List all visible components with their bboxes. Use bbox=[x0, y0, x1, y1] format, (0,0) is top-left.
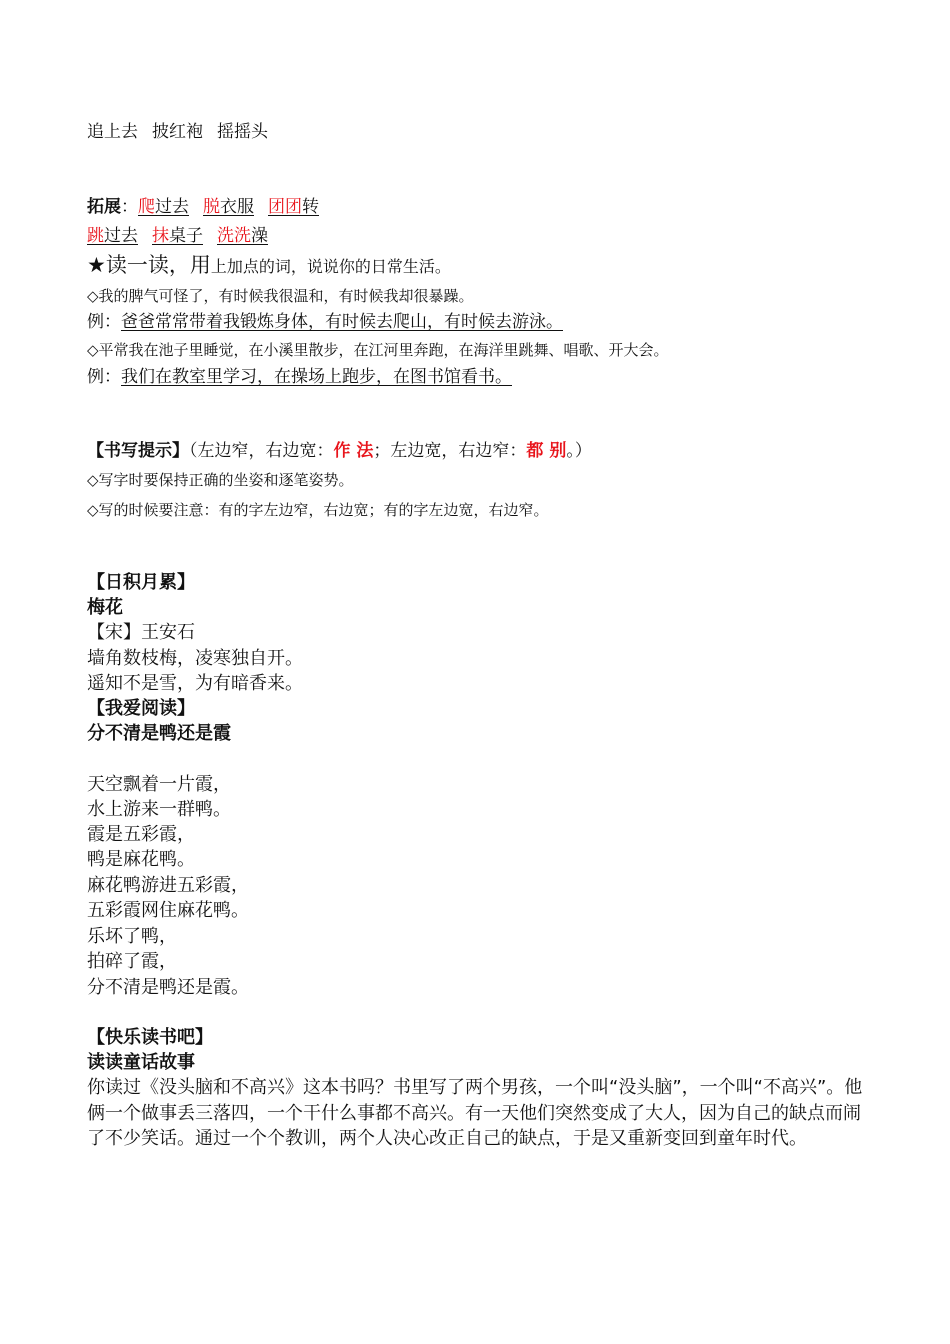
word-rest: 澡 bbox=[251, 226, 268, 246]
reading-poem-title: 分不清是鸭还是霞 bbox=[87, 723, 231, 744]
poem-line: 遥知不是雪，为有暗香来。 bbox=[87, 673, 303, 694]
reading-line: 霞是五彩霞， bbox=[87, 824, 195, 845]
word-highlight: 脱 bbox=[203, 197, 220, 217]
happy-title: 【快乐读书吧】 bbox=[87, 1027, 213, 1048]
word-rest: 过去 bbox=[104, 226, 138, 246]
writing-hint: 。） bbox=[566, 441, 592, 461]
star-icon: ★ bbox=[87, 253, 106, 277]
reading-line: 鸭是麻花鸭。 bbox=[87, 849, 195, 870]
example-2 bbox=[87, 369, 528, 386]
writing-tip-1: ◇写字时要保持正确的坐姿和逐笔姿势。 bbox=[87, 471, 354, 489]
read-item-1: ◇我的脾气可怪了，有时候我很温和，有时候我却很暴躁。 bbox=[87, 287, 474, 305]
word: 摇摇头 bbox=[217, 122, 268, 142]
happy-subtitle: 读读童话故事 bbox=[87, 1052, 195, 1073]
writing-title: 【书写提示】 bbox=[87, 441, 189, 461]
reading-line: 乐坏了鸭， bbox=[87, 926, 177, 947]
top-word-row bbox=[87, 124, 268, 141]
word-highlight: 跳 bbox=[87, 226, 104, 246]
writing-tip-2: ◇写的时候要注意：有的字左边窄，右边宽；有的字左边宽，右边窄。 bbox=[87, 501, 549, 519]
expand-colon: ： bbox=[121, 197, 138, 217]
word-highlight: 团团 bbox=[268, 197, 302, 217]
read-heading bbox=[87, 255, 451, 276]
reading-line: 分不清是鸭还是霞。 bbox=[87, 977, 249, 998]
writing-heading bbox=[87, 443, 592, 460]
reading-title: 【我爱阅读】 bbox=[87, 698, 195, 719]
daily-title: 【日积月累】 bbox=[87, 572, 195, 593]
expand-row-2 bbox=[87, 228, 268, 245]
word-highlight: 爬 bbox=[138, 197, 155, 217]
poem-line: 墙角数枝梅，凌寒独自开。 bbox=[87, 648, 303, 669]
writing-hint: ；左边宽，右边窄： bbox=[373, 441, 527, 461]
word-rest: 衣服 bbox=[220, 197, 254, 217]
expand-row-1 bbox=[87, 199, 319, 216]
word-rest: 桌子 bbox=[169, 226, 203, 246]
word-highlight: 抹 bbox=[152, 226, 169, 246]
word: 披红袍 bbox=[152, 122, 203, 142]
reading-line: 水上游来一群鸭。 bbox=[87, 799, 231, 820]
reading-line: 五彩霞网住麻花鸭。 bbox=[87, 900, 249, 921]
expand-label: 拓展 bbox=[87, 197, 121, 217]
example-1 bbox=[87, 314, 579, 331]
example-sentence: 我们在教室里学习，在操场上跑步，在图书馆看书。 bbox=[121, 367, 512, 387]
example-chars: 都 别 bbox=[526, 441, 567, 461]
word-rest: 过去 bbox=[155, 197, 189, 217]
read-instruction: 上加点的词，说说你的日常生活。 bbox=[210, 257, 451, 276]
word-rest: 转 bbox=[302, 197, 319, 217]
example-label: 例： bbox=[87, 367, 121, 387]
happy-paragraph: 你读过《没头脑和不高兴》这本书吗？书里写了两个男孩，一个叫“没头脑”，一个叫“不高兴”。他俩一个做事丢三落四，一个干什么事都不高兴。有一天他们突然变成了大人，因为自己的缺点而闹了不少笑话。通过一个个教训，两个人决心改正自己的缺点，于是又重新变回到童年时代。 bbox=[87, 1077, 863, 1149]
writing-hint: （左边窄，右边宽： bbox=[189, 441, 334, 461]
word-highlight: 洗洗 bbox=[217, 226, 251, 246]
poem-title: 梅花 bbox=[87, 597, 123, 618]
example-sentence: 爸爸常常带着我锻炼身体，有时候去爬山，有时候去游泳。 bbox=[121, 312, 563, 332]
example-chars: 作 法 bbox=[333, 441, 374, 461]
reading-line: 麻花鸭游进五彩霞， bbox=[87, 875, 249, 896]
reading-line: 天空飘着一片霞， bbox=[87, 774, 231, 795]
reading-line: 拍碎了霞， bbox=[87, 951, 177, 972]
example-label: 例： bbox=[87, 312, 121, 332]
read-title: 读一读，用 bbox=[105, 253, 211, 277]
word: 追上去 bbox=[87, 122, 138, 142]
read-item-2: ◇平常我在池子里睡觉，在小溪里散步，在江河里奔跑，在海洋里跳舞、唱歌、开大会。 bbox=[87, 341, 669, 359]
poem-author: 【宋】王安石 bbox=[87, 622, 195, 643]
